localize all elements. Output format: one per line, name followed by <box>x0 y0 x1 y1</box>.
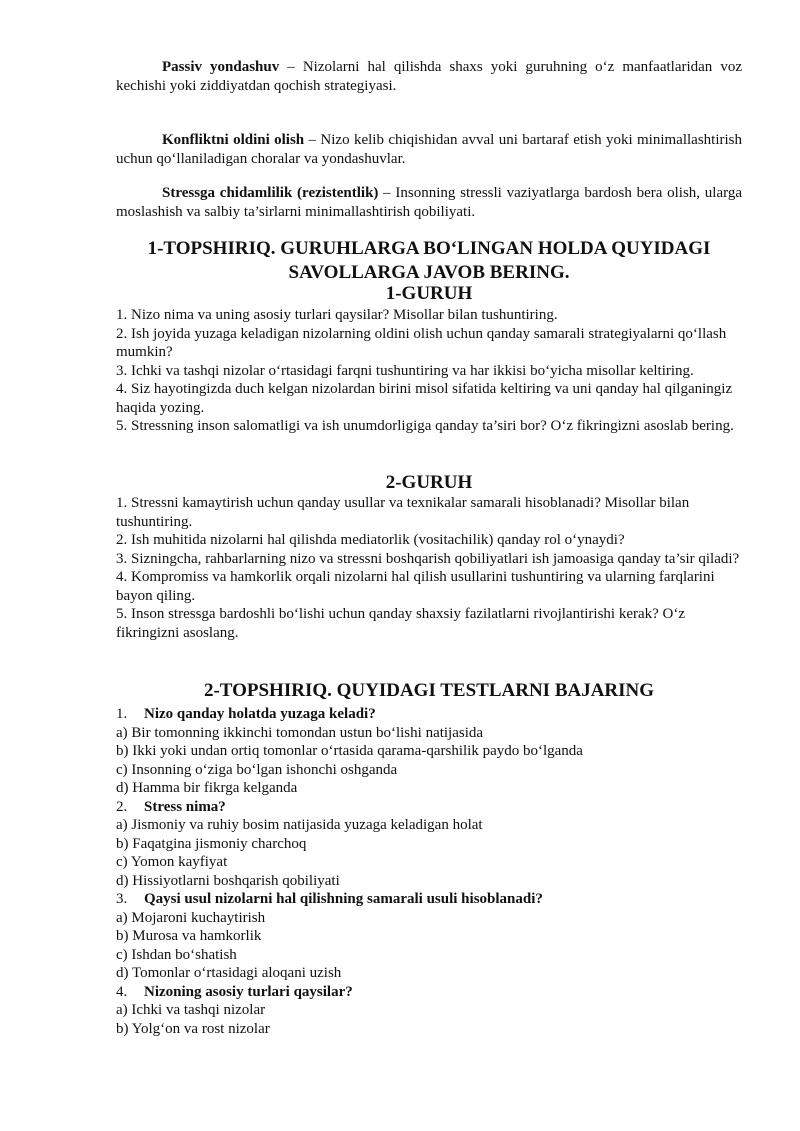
definition-term: Konfliktni oldini olish <box>162 132 305 148</box>
test-option: d) Tomonlar o‘rtasidagi aloqani uzish <box>116 965 342 981</box>
question-number: 3. <box>116 891 128 907</box>
list-item: 3. Sizningcha, rahbarlarning nizo va stressni boshqarish qobiliyatlari ish jamoasiga qanday ta’sir qiladi? <box>116 550 740 567</box>
question-number: 1. <box>116 706 128 722</box>
list-item: 5. Stressning inson salomatligi va ish unumdorligiga qanday ta’siri bor? O‘z fikringizni asoslab bering. <box>116 418 734 434</box>
test-option: b) Ikki yoki undan ortiq tomonlar o‘rtasida qarama-qarshilik paydo bo‘lganda <box>116 743 583 759</box>
definition-stress-resistance <box>116 184 742 221</box>
group2-question-list <box>116 494 746 642</box>
test-question-3 <box>116 890 746 909</box>
list-item: 5. Inson stressga bardoshli bo‘lishi uchun qanday shaxsiy fazilatlarni rivojlantirishi kerak? O‘z fikringizni asoslang. <box>116 606 686 641</box>
definition-term: Stressga chidamlilik (rezistentlik) <box>162 185 379 201</box>
question-text: Qaysi usul nizolarni hal qilishning samarali usuli hisoblanadi? <box>144 891 543 907</box>
question-text: Nizo qanday holatda yuzaga keladi? <box>144 706 376 722</box>
definition-text: – Nizo kelib chiqishidan avval uni bartaraf etish yoki minimallashtirish uchun qo‘llaniladigan choralar va yondashuvlar. <box>116 132 743 167</box>
list-item: 2. Ish muhitida nizolarni hal qilishda mediatorlik (vositachilik) qanday rol o‘ynaydi? <box>116 532 625 548</box>
definition-conflict-prevention <box>116 131 742 168</box>
list-item: 2. Ish joyida yuzaga keladigan nizolarning oldini olish uchun qanday samarali strategiyalarni qo‘llash mumkin? <box>116 325 727 360</box>
task1-title-line2: SAVOLLARGA JAVOB BERING. <box>288 262 570 283</box>
test-option: a) Ichki va tashqi nizolar <box>116 1002 266 1018</box>
group2-title: 2-GURUH <box>385 472 473 493</box>
test-option: c) Ishdan bo‘shatish <box>116 946 237 963</box>
test-option: a) Mojaroni kuchaytirish <box>116 909 266 926</box>
test-option: b) Faqatgina jismoniy charchoq <box>116 835 307 852</box>
test-option: d) Hissiyotlarni boshqarish qobiliyati <box>116 872 340 889</box>
list-item: 1. Nizo nima va uning asosiy turlari qaysilar? Misollar bilan tushuntiring. <box>116 307 558 323</box>
definition-text: – Nizolarni hal qilishda shaxs yoki guruhning o‘z manfaatlaridan voz kechishi yoki ziddiyatdan qochish strategiyasi. <box>116 59 742 94</box>
definition-text: – Insonning stressli vaziyatlarga bardosh bera olish, ularga moslashish va salbiy ta’sirlarni minimallashtirish qobiliyati. <box>116 185 742 220</box>
question-text: Stress nima? <box>144 798 226 815</box>
test-option: b) Yolg‘on va rost nizolar <box>116 1020 270 1037</box>
group1-question-list <box>116 306 746 436</box>
test-option: a) Jismoniy va ruhiy bosim natijasida yuzaga keladigan holat <box>116 817 483 833</box>
task1-title-line1: 1-TOPSHIRIQ. GURUHLARGA BO‘LINGAN HOLDA QUYIDAGI <box>147 238 711 259</box>
test-option: a) Bir tomonning ikkinchi tomondan ustun bo‘lishi natijasida <box>116 724 484 741</box>
group1-title: 1-GURUH <box>385 283 473 304</box>
definition-term: Passiv yondashuv <box>162 59 280 75</box>
test-question-4 <box>116 983 746 1002</box>
question-number: 2. <box>116 798 128 815</box>
test-option: c) Insonning o‘ziga bo‘lgan ishonchi oshganda <box>116 761 398 778</box>
test-option: b) Murosa va hamkorlik <box>116 928 262 944</box>
question-text: Nizoning asosiy turlari qaysilar? <box>144 983 353 1000</box>
task2-title: 2-TOPSHIRIQ. QUYIDAGI TESTLARNI BAJARING <box>203 680 655 701</box>
test-question-1 <box>116 705 746 724</box>
test-question-2 <box>116 798 746 817</box>
list-item: 4. Siz hayotingizda duch kelgan nizolardan birini misol sifatida keltiring va uni qanday hal qilganingiz haqida yozing. <box>116 381 733 416</box>
question-number: 4. <box>116 983 128 1000</box>
list-item: 1. Stressni kamaytirish uchun qanday usullar va texnikalar samarali hisoblanadi? Misollar bilan tushuntiring. <box>116 495 690 530</box>
list-item: 4. Kompromiss va hamkorlik orqali nizolarni hal qilish usullarini tushuntiring va ularning farqlarini bayon qiling. <box>116 569 715 604</box>
definition-passive-approach <box>116 58 742 95</box>
test-list <box>116 705 746 1038</box>
list-item: 3. Ichki va tashqi nizolar o‘rtasidagi farqni tushuntiring va har ikkisi bo‘yicha misollar keltiring. <box>116 362 694 379</box>
test-option: d) Hamma bir fikrga kelganda <box>116 780 298 796</box>
test-option: c) Yomon kayfiyat <box>116 854 228 870</box>
task1-title <box>116 237 742 285</box>
